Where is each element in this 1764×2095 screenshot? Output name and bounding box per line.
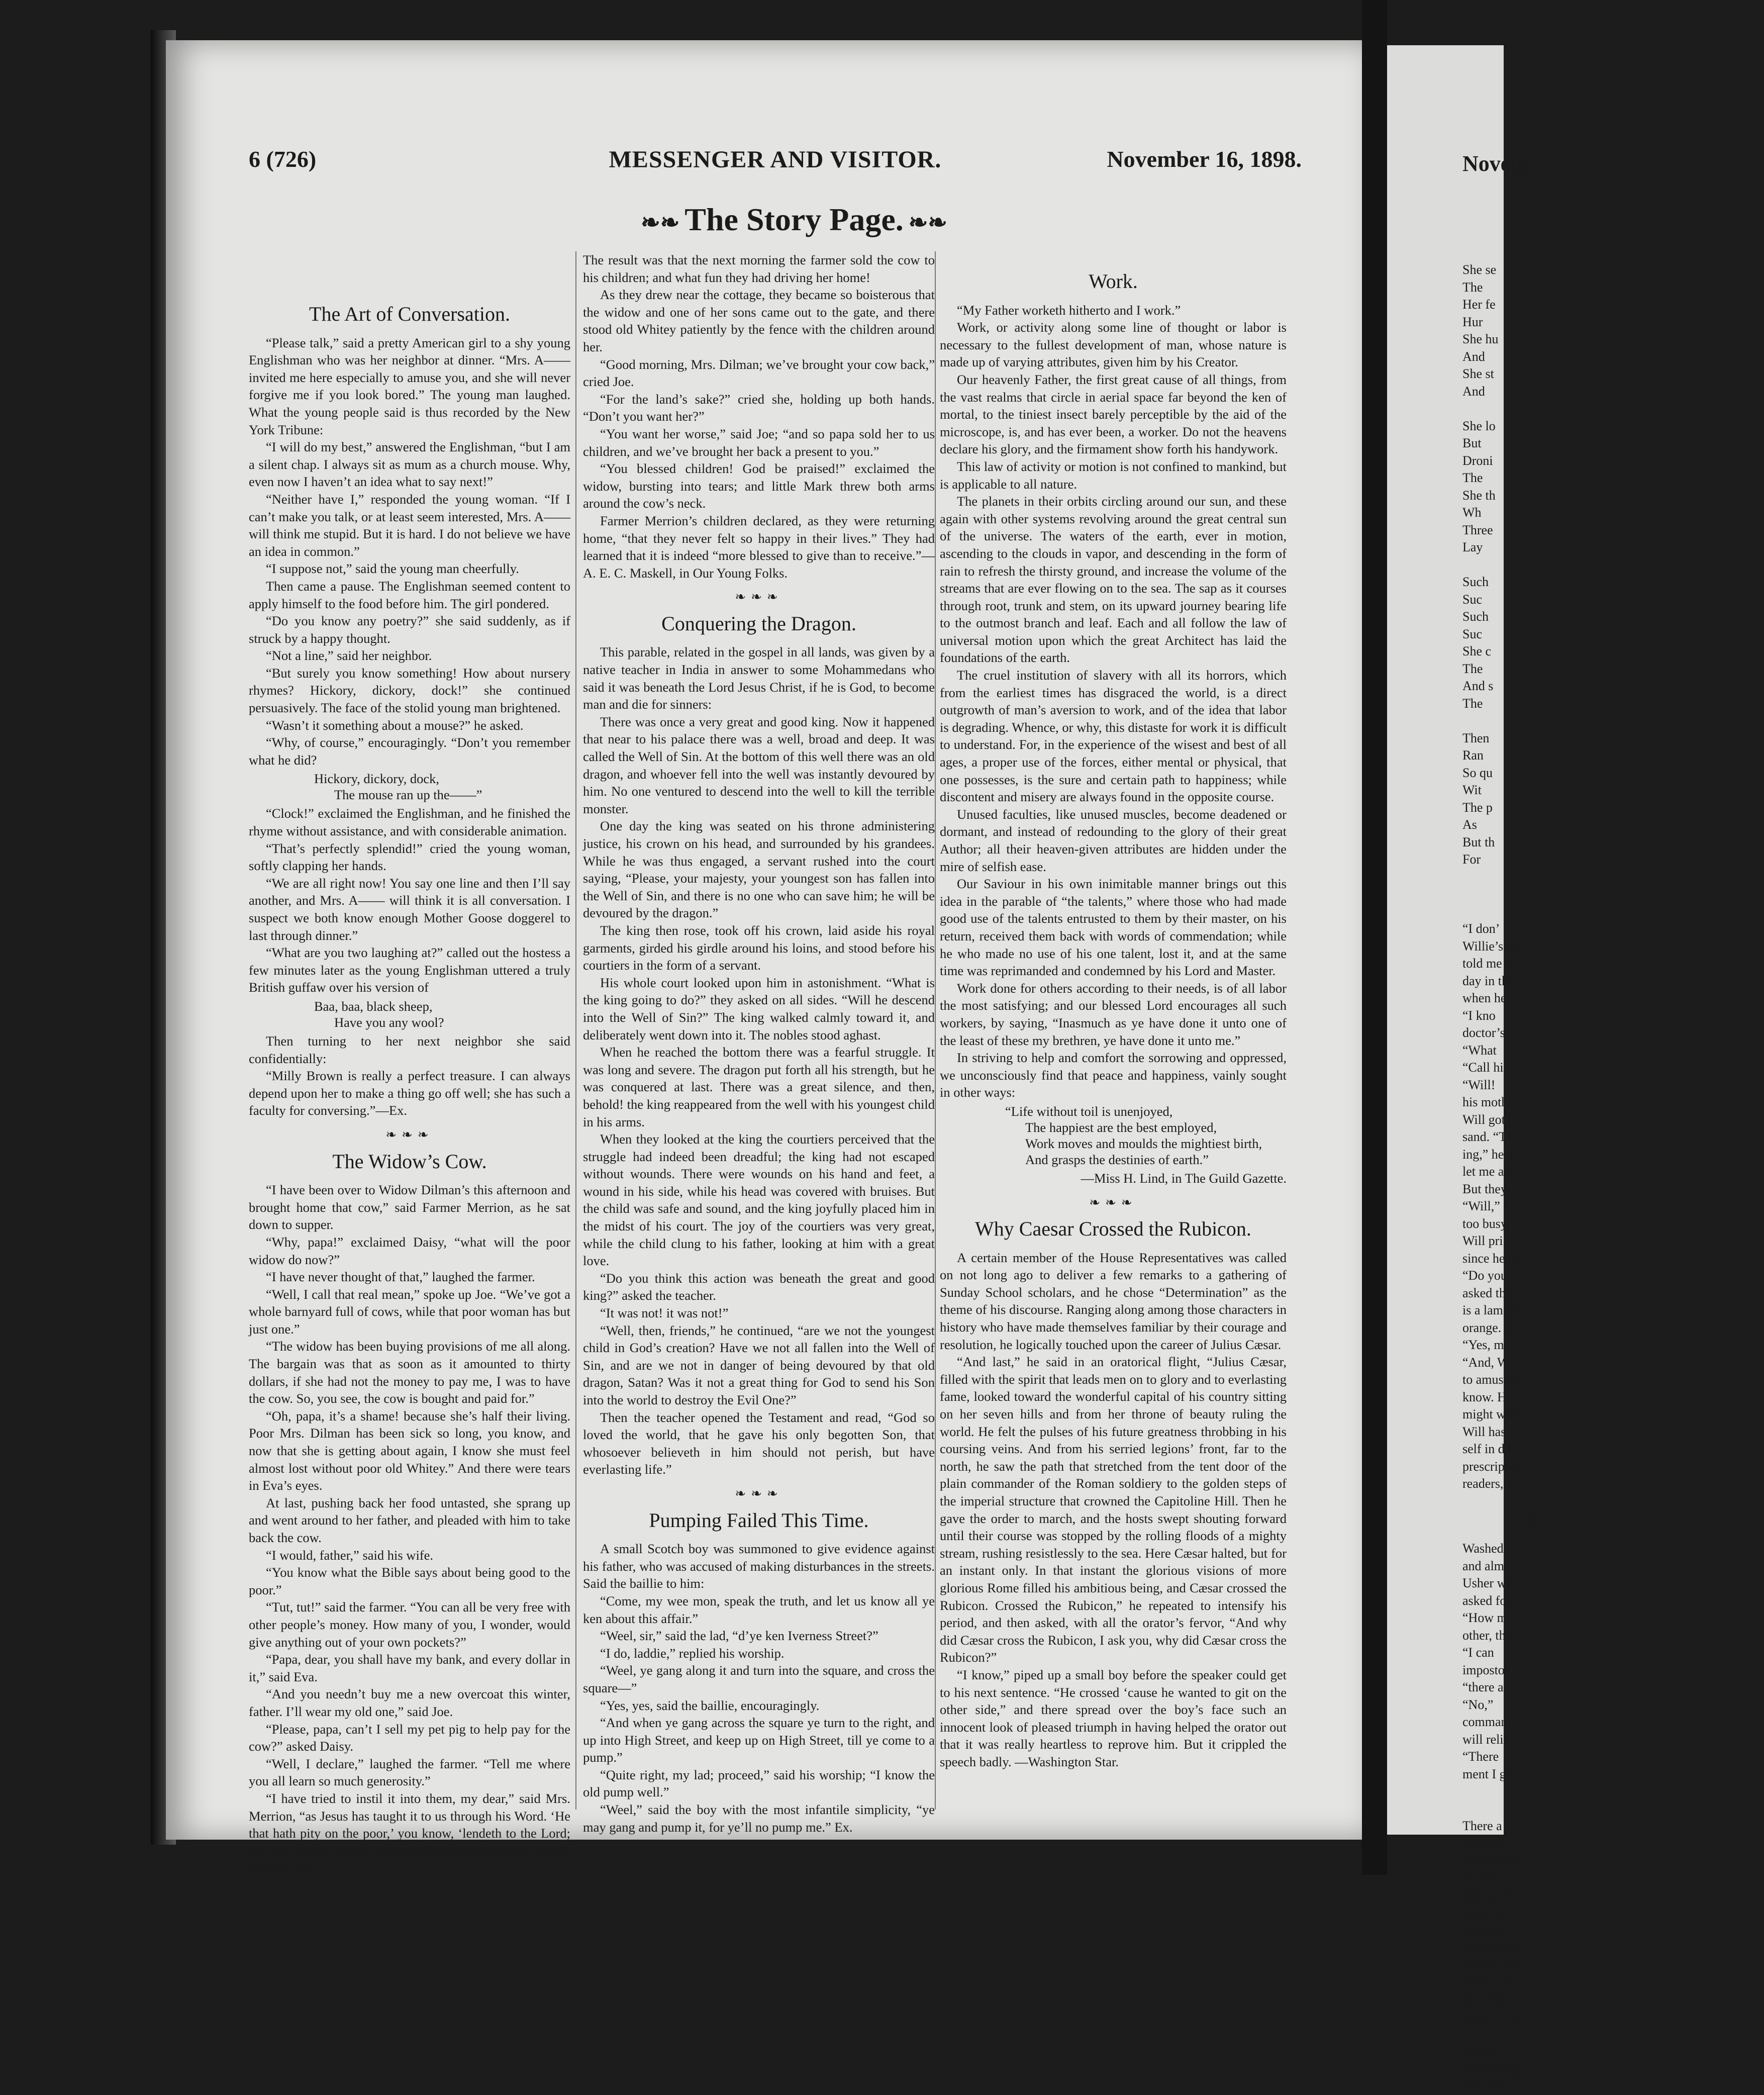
- text-line: is a lame b: [1462, 1302, 1764, 1319]
- text-line: step, as if: [1462, 1887, 1764, 1904]
- paragraph: When they looked at the king the courtiers perceived that the struggle had indeed been dreadful; the king had not escaped without wounds. There were wounds on his hand and feet, a wound in his side, while his head was covered with bruises. But the child was safe and sound, and the king joyfully placed him in the midst of his court. The joy of the courtiers was very great, while the child clung to his father, looking at him with a great love.: [583, 1130, 935, 1270]
- text-line: Suc: [1462, 626, 1764, 643]
- verse-line: Hickory, dickory, dock,: [314, 771, 570, 787]
- text-line: “There: [1462, 1748, 1764, 1766]
- text-line: [1462, 886, 1764, 903]
- text-line: And: [1462, 383, 1764, 401]
- text-line: Willie’s m: [1462, 938, 1764, 956]
- text-line: the clerk v: [1462, 1991, 1764, 2009]
- text-line: “Yes, m: [1462, 1337, 1764, 1354]
- text-line: The: [1462, 279, 1764, 297]
- text-line: Wit: [1462, 782, 1764, 799]
- paragraph: Our Saviour in his own inimitable manner brings out this idea in the parable of “the talents,” where those who had made good use of the talents entrusted to them by their master, on his return, received them back with words of commendation; while he who made no use of his one talent, lost it, and at the same time was reprimanded and condemned by his Lord and Master.: [940, 875, 1287, 980]
- article-title: The Widow’s Cow.: [249, 1153, 570, 1171]
- paragraph: Then turning to her next neighbor she said confidentially:: [249, 1032, 570, 1067]
- text-line: Droni: [1462, 452, 1764, 470]
- text-line: let me alo: [1462, 1163, 1764, 1181]
- text-line: “I don’: [1462, 920, 1764, 938]
- section-divider-icon: ❧❧❧: [583, 589, 935, 606]
- text-line: expression: [1462, 1852, 1764, 1870]
- text-line: There a: [1462, 1818, 1764, 1835]
- text-line: Three: [1462, 522, 1764, 539]
- text-line: too busy, I: [1462, 1215, 1764, 1233]
- text-line: commandi: [1462, 1713, 1764, 1731]
- article-body: [249, 1032, 570, 1119]
- paragraph: “I have never thought of that,” laughed the farmer.: [249, 1268, 570, 1286]
- paragraph: “Do you think this action was beneath the great and good king?” asked the teacher.: [583, 1270, 935, 1304]
- text-line: [1462, 2026, 1764, 2043]
- text-line: be alert, e: [1462, 1870, 1764, 1887]
- adjacent-lines: [1462, 261, 1764, 1493]
- paragraph: “Yes, yes, said the baillie, encouragingly.: [583, 1697, 935, 1715]
- paragraph: There was once a very great and good king. Now it happened that near to his palace there was a well, broad and deep. It was called the Well of Sin. At the bottom of this well there was an old dragon, and whoever fell into the well was instantly devoured by him. No one ventured to descend into the well to kill the terrible monster.: [583, 713, 935, 818]
- paragraph: “Wasn’t it something about a mouse?” he asked.: [249, 717, 570, 734]
- text-line: For: [1462, 851, 1764, 869]
- verse-line: Have you any wool?: [314, 1014, 570, 1030]
- text-line: She st: [1462, 365, 1764, 383]
- text-line: “What: [1462, 1042, 1764, 1060]
- paragraph: Then the teacher opened the Testament and read, “God so loved the world, that he gave his only begotten Son, that whosoever believeth in him should not perish, but have everlasting life.”: [583, 1409, 935, 1478]
- text-line: Do not: [1462, 2043, 1764, 2061]
- text-line: [1462, 869, 1764, 886]
- text-line: to amuse c: [1462, 1371, 1764, 1389]
- text-line: The: [1462, 695, 1764, 713]
- text-line: “I can: [1462, 1644, 1764, 1662]
- text-line: The: [1462, 469, 1764, 487]
- article-title: Why Caesar Crossed the Rubicon.: [940, 1220, 1287, 1238]
- paragraph: “Weel, sir,” said the lad, “d’ye ken Iverness Street?”: [583, 1627, 935, 1645]
- article-title: The Art of Conversation.: [249, 306, 570, 323]
- paragraph: “Weel,” said the boy with the most infantile simplicity, “ye may gang and pump it, for ye’ll no pump me.” Ex.: [583, 1801, 935, 1836]
- paragraph: “Tut, tut!” said the farmer. “You can all be very free with other people’s money. How many of you, I wonder, would give anything out of your own pockets?”: [249, 1598, 570, 1651]
- newspaper-page: [166, 40, 1362, 1840]
- article-title: Conquering the Dragon.: [583, 615, 935, 633]
- paragraph: Then came a pause. The Englishman seemed content to apply himself to the food before him. The girl pondered.: [249, 578, 570, 612]
- text-line: Washed: [1462, 1540, 1764, 1558]
- text-line: Such: [1462, 574, 1764, 591]
- paragraph: This law of activity or motion is not confined to mankind, but is applicable to all nature.: [940, 458, 1287, 493]
- text-line: ing,” he g: [1462, 1146, 1764, 1164]
- paragraph: His whole court looked upon him in astonishment. “What is the king going to do?” they asked on all sides. “Will he descend into the Well of Sin?” The king walked calmly toward it, and deliberately went down into it. The nobles stood aghast.: [583, 974, 935, 1043]
- paragraph: “You know what the Bible says about being good to the poor.”: [249, 1564, 570, 1598]
- text-line: day in the: [1462, 973, 1764, 990]
- text-line: “Call hi: [1462, 1059, 1764, 1077]
- paragraph: “It was not! it was not!”: [583, 1304, 935, 1322]
- text-line: Usher wa: [1462, 1575, 1764, 1592]
- text-line: [1462, 903, 1764, 921]
- paragraph: “Clock!” exclaimed the Englishman, and he finished the rhyme without assistance, and with considerable animation.: [249, 805, 570, 839]
- text-line: And: [1462, 348, 1764, 366]
- paragraph: “I would, father,” said his wife.: [249, 1547, 570, 1564]
- verse-line: And grasps the destinies of earth.”: [1005, 1152, 1287, 1168]
- verse-line: The mouse ran up the——”: [314, 787, 570, 803]
- paragraph: This parable, related in the gospel in all lands, was given by a native teacher in India in answer to some Mohammedans who said it was beneath the Lord Jesus Christ, if he is God, to become man and die for sinners:: [583, 643, 935, 713]
- text-line: She lo: [1462, 418, 1764, 435]
- paragraph: “Come, my wee mon, speak the truth, and let us know all ye ken about this affair.”: [583, 1592, 935, 1627]
- text-line: wins.—Ex.: [1462, 2009, 1764, 2026]
- text-line: readers, I: [1462, 1475, 1764, 1493]
- text-line: know. H: [1462, 1389, 1764, 1406]
- paragraph: “And you needn’t buy me a new overcoat this winter, father. I’ll wear my old one,” said Joe.: [249, 1685, 570, 1720]
- paragraph: At last, pushing back her food untasted, she sprang up and went around to her father, and pleaded with him to take back the cow.: [249, 1494, 570, 1547]
- masthead: MESSENGER AND VISITOR.: [249, 146, 1302, 173]
- text-line: “Will!: [1462, 1077, 1764, 1094]
- section-title: [603, 201, 985, 238]
- paragraph: The king then rose, took off his crown, laid aside his royal garments, girded his girdle around his loins, and stood before his courtiers in the form of a servant.: [583, 922, 935, 974]
- paragraph: “Neither have I,” responded the young woman. “If I can’t make you talk, or at least seem interested, Mrs. A—— will think me stupid. But it is hard. I do not believe we have an idea in common.”: [249, 491, 570, 560]
- article-body: [583, 643, 935, 1478]
- text-line: [1462, 1783, 1764, 1800]
- text-line: Lay: [1462, 539, 1764, 556]
- article-title: Work.: [940, 273, 1287, 291]
- text-line: asked the: [1462, 1285, 1764, 1302]
- paragraph: The result was that the next morning the farmer sold the cow to his children; and what fun they had driving her home!: [583, 251, 935, 286]
- paragraph: “My Father worketh hitherto and I work.”: [940, 302, 1287, 319]
- text-line: and almo: [1462, 1558, 1764, 1575]
- paragraph: Work done for others according to their needs, is of all labor the most satisfying; and our blessed Lord encourages all such workers, by saying, “Inasmuch as ye have done it unto one of the least of these my brethren, ye have done it unto me.”: [940, 980, 1287, 1049]
- paragraph: “And last,” he said in an oratorical flight, “Julius Cæsar, filled with the spirit that leads men on to glory and to everlasting fame, looked toward the wonderful capital of his country sitting on her seven hills and from her throne of beauty ruling the world. He felt the pulses of his future greatness throbbing in his coursing veins. And from his serried legions’ front, far to the north, he saw the path that stretched from the tent door of the plain commander of the Roman soldiery to the golden steps of the imperial structure that crowned the Capitoline Hill. Then he gave the order to march, and the hosts swept shouting forward until their course was stopped by the rolling floods of a mighty stream, rushing resistlessly to the sea. Here Cæsar halted, but for an instant only. In that instant the glorious visions of more glorious Rome filled his ambitious being, and Cæsar crossed the Rubicon. Crossed the Rubicon,” he repeated to intensify his period, and then asked, with all the orator’s fervor, “And why did Cæsar cross the Rubicon, I ask you, why did Cæsar cross the Rubicon?”: [940, 1353, 1287, 1666]
- poem-excerpt: [314, 771, 570, 803]
- verse-line: Baa, baa, black sheep,: [314, 998, 570, 1014]
- text-line: Her fe: [1462, 296, 1764, 314]
- paragraph: Unused faculties, like unused muscles, become deadened or dormant, and instead of redounding to the glory of their great Author; all their heaven-given attributes are hidden under the mire of selfish ease.: [940, 806, 1287, 875]
- text-line: The p: [1462, 799, 1764, 817]
- paragraph: “Oh, papa, it’s a shame! because she’s half their living. Poor Mrs. Dilman has been sick so long, you know, and now that she is getting about again, I know she must feel almost lost without poor old Whitey.” And there were tears in Eva’s eyes.: [249, 1407, 570, 1494]
- article-body: [249, 1181, 570, 1877]
- paragraph: “Why, papa!” exclaimed Daisy, “what will the poor widow do now?”: [249, 1233, 570, 1268]
- paragraph: “I will do my best,” answered the Englishman, “but I am a silent chap. I always sit as mum as a church mouse. Why, even now I haven’t an idea what to say next!”: [249, 438, 570, 491]
- text-line: Ran: [1462, 747, 1764, 765]
- text-line: it with a c: [1462, 1835, 1764, 1853]
- paragraph: “I suppose not,” said the young man cheerfully.: [249, 560, 570, 578]
- paragraph: “I have tried to instil it into them, my dear,” said Mrs. Merrion, “as Jesus has taught it to us through his Word. ‘He that hath pity on the poor,’ you know, ‘lendeth to the Lord; and that which he hath given will he pay him again.’ God’s Word is sure.”: [249, 1790, 570, 1877]
- poem-excerpt: [314, 998, 570, 1030]
- text-line: She hu: [1462, 331, 1764, 348]
- text-line: Will pri: [1462, 1232, 1764, 1250]
- text-line: [1462, 556, 1764, 574]
- paragraph: In striving to help and comfort the sorrowing and oppressed, we unconsciously find that peace and happiness, vainly sought in other ways:: [940, 1049, 1287, 1101]
- paragraph: “Weel, ye gang along it and turn into the square, and cross the square—”: [583, 1662, 935, 1696]
- text-line: doctor’s,”: [1462, 1024, 1764, 1042]
- text-line: efforts wer: [1462, 1956, 1764, 1974]
- paragraph: “And when ye gang across the square ye turn to the right, and up into High Street, and keep up on High Street, till ye come to a pump.”: [583, 1714, 935, 1766]
- article-body: [940, 1249, 1287, 1771]
- text-line: Hur: [1462, 314, 1764, 331]
- paragraph: “But surely you know something! How about nursery rhymes? Hickory, dickory, dock!” she continued persuasively. The face of the stolid young man brightened.: [249, 664, 570, 717]
- paragraph: “For the land’s sake?” cried she, holding up both hands. “Don’t you want her?”: [583, 391, 935, 425]
- text-line: “I kno: [1462, 1007, 1764, 1025]
- text-line: Will got: [1462, 1111, 1764, 1129]
- article-title: Pumping Failed This Time.: [583, 1512, 935, 1530]
- paragraph: “Quite right, my lad; proceed,” said his worship; “I know the old pump well.”: [583, 1766, 935, 1801]
- text-line: Will has: [1462, 1423, 1764, 1441]
- text-line: [1462, 712, 1764, 730]
- paragraph: A small Scotch boy was summoned to give evidence against his father, who was accused of making disturbances in the streets. Said the baillie to him:: [583, 1540, 935, 1592]
- paragraph: “Well, I call that real mean,” spoke up Joe. “We’ve got a whole barnyard full of cows, while that poor woman has but just one.”: [249, 1286, 570, 1338]
- paragraph: One day the king was seated on his throne administering justice, his crown on his head, and surrounded by his grandees. While he was thus engaged, a servant rushed into the court saying, “Please, your majesty, your youngest son has fallen into the Well of Sin, and there is no one who can save him; he will be devoured by the dragon.”: [583, 817, 935, 922]
- text-line: And s: [1462, 678, 1764, 695]
- paragraph: “Well, I declare,” laughed the farmer. “Tell me where you all learn so much generosity.”: [249, 1755, 570, 1790]
- text-line: She se: [1462, 261, 1764, 279]
- paragraph: “The widow has been buying provisions of me all along. The bargain was that as soon as it amounted to thirty dollars, if she had not the money to pay me, I was to have the cow. So, you see, the cow is bought and paid for.”: [249, 1338, 570, 1407]
- verse-line: The happiest are the best employed,: [1005, 1119, 1287, 1135]
- issue-date: November 16, 1898.: [1107, 146, 1302, 172]
- text-line: But: [1462, 435, 1764, 452]
- section-title-text: The Story Page.: [684, 202, 904, 237]
- text-line: But they: [1462, 1181, 1764, 1198]
- paragraph: “Papa, dear, you shall have my bank, and every dollar in it,” said Eva.: [249, 1651, 570, 1685]
- adjacent-page-header: Novem: [1462, 151, 1529, 176]
- poem-excerpt: [1005, 1103, 1287, 1168]
- text-line: [1462, 400, 1764, 418]
- text-line: orange. W: [1462, 1319, 1764, 1337]
- paragraph: “I know,” piped up a small boy before the speaker could get to his next sentence. “He crossed ‘cause he wanted to git on the other side,” and there spread over the boy’s face such an innocent look of pleased triumph in having helped the orator out that it was really heartless to reprove him. But it crippled the speech badly. —Washington Star.: [940, 1666, 1287, 1771]
- text-line: Then: [1462, 730, 1764, 747]
- text-line: since he ha: [1462, 1250, 1764, 1268]
- paragraph: “Good morning, Mrs. Dilman; we’ve brought your cow back,” cried Joe.: [583, 356, 935, 391]
- paragraph: “Milly Brown is really a perfect treasure. I can always depend upon her to make a thing go off well; she has such a faculty for conversing.”—Ex.: [249, 1067, 570, 1119]
- paragraph: “Do you know any poetry?” she said suddenly, as if struck by a happy thought.: [249, 612, 570, 647]
- text-line: told me to: [1462, 955, 1764, 973]
- text-line: “Will,” s: [1462, 1198, 1764, 1215]
- text-line: “And, W: [1462, 1354, 1764, 1372]
- column-rule: [935, 251, 936, 1810]
- text-line: ment I gi: [1462, 1766, 1764, 1783]
- article-body: [583, 1540, 935, 1836]
- text-line: Wh: [1462, 504, 1764, 522]
- paragraph: Work, or activity along some line of thought or labor is necessary to the fullest development of man, whose nature is made up of varying attributes, given him by his Creator.: [940, 319, 1287, 371]
- section-divider-icon: ❧❧❧: [249, 1126, 570, 1144]
- page-header: [249, 146, 1302, 181]
- article-body: [583, 251, 935, 582]
- paragraph: “You blessed children! God be praised!” exclaimed the widow, bursting into tears; and little Mark threw both arms around the cow’s neck.: [583, 460, 935, 512]
- text-line: “No,”: [1462, 1696, 1764, 1714]
- verse-line: “Life without toil is unenjoyed,: [1005, 1103, 1287, 1119]
- text-line: his mother: [1462, 1094, 1764, 1111]
- column-rule: [575, 251, 576, 1810]
- article-body: [940, 302, 1287, 1101]
- column-3: [940, 264, 1287, 1771]
- section-divider-icon: ❧❧❧: [583, 1485, 935, 1503]
- paragraph: A certain member of the House Representatives was called on not long ago to deliver a few remarks to a gathering of Sunday School scholars, and he chose “Determination” as the theme of his discourse. Ranging along among those characters in history who have made themselves familiar by their courage and resolution, he logically touched upon the career of Julius Cæsar.: [940, 1249, 1287, 1354]
- paragraph: “You want her worse,” said Joe; “and so papa sold her to us children, and we’ve brought her back a present to you.”: [583, 425, 935, 460]
- paragraph: “Why, of course,” encouragingly. “Don’t you remember what he did?: [249, 734, 570, 769]
- leaf-ornament-icon: ❧❧: [641, 210, 679, 235]
- text-line: the latter: [1462, 1922, 1764, 1939]
- text-line: Such: [1462, 608, 1764, 626]
- text-line: done in ci: [1462, 1904, 1764, 1922]
- text-line: “there a: [1462, 1679, 1764, 1696]
- text-line: As: [1462, 816, 1764, 834]
- text-line: other, thi: [1462, 1627, 1764, 1645]
- adjacent-page-fragment: [1387, 45, 1504, 1835]
- column-1: [249, 297, 570, 1877]
- paragraph: When he reached the bottom there was a fearful struggle. It was long and severe. The dragon put forth all his strength, but he was conquered at last. There was a great silence, and then, behold! the king reappeared from the well with his youngest child in his arms.: [583, 1043, 935, 1130]
- text-line: will relie: [1462, 1731, 1764, 1749]
- text-line: She c: [1462, 643, 1764, 660]
- page-gutter: [1362, 0, 1387, 1875]
- text-line: [1462, 1800, 1764, 1818]
- text-line: prescriptic: [1462, 1458, 1764, 1476]
- text-line: She th: [1462, 487, 1764, 505]
- paragraph: Our heavenly Father, the first great cause of all things, from the vast realms that circle in aerial space far beyond the ken of mortal, to the tiniest insect barely perceptible by the aid of the microscope, is, and has ever been, a worker. Do not the heavens declare his glory, and the firmament show forth his handywork.: [940, 371, 1287, 458]
- adjacent-lines: [1462, 1540, 1764, 2095]
- text-line: same thing: [1462, 2060, 1764, 2078]
- column-2: [583, 251, 935, 1836]
- paragraph: “I do, laddie,” replied his worship.: [583, 1645, 935, 1662]
- page-number: 6 (726): [249, 146, 316, 172]
- leaf-ornament-icon: ❧❧: [909, 210, 947, 235]
- paragraph: “What are you two laughing at?” called out the hostess a few minutes later as the young Englishman uttered a truly British guffaw over his version of: [249, 944, 570, 996]
- paragraph: The planets in their orbits circling around our sun, and these again with other systems revolving around the great central sun of the universe. The waters of the earth, ever in motion, ascending to the clouds in vapor, and descending in the form of rain to refresh the thirsty ground, and increase the volume of the streams that are ever flowing on to the sea. The sap as it courses through root, trunk and stem, on its upward journey bearing life to the outmost branch and leaf. Each and all follow the law of universal motion upon which the great Architect has laid the foundations of the earth.: [940, 493, 1287, 666]
- text-line: self in doi: [1462, 1441, 1764, 1458]
- text-line: So qu: [1462, 765, 1764, 782]
- text-line: and assure: [1462, 1939, 1764, 1957]
- article-body: [249, 805, 570, 996]
- paragraph: “Not a line,” said her neighbor.: [249, 647, 570, 664]
- text-line: Suc: [1462, 591, 1764, 609]
- article-credit: —Miss H. Lind, in The Guild Gazette.: [940, 1170, 1287, 1187]
- text-line: when he d: [1462, 990, 1764, 1007]
- text-line: might with: [1462, 1406, 1764, 1423]
- text-line: But th: [1462, 834, 1764, 851]
- paragraph: “Please talk,” said a pretty American girl to a shy young Englishman who was her neighbor at dinner. “Mrs. A—— invited me here especially to amuse you, and she will never forgive me if you look bored.” The young man laughed. What the young people said is thus recorded by the New York Tribune:: [249, 334, 570, 439]
- text-line: impostor: [1462, 1662, 1764, 1679]
- text-line: “Do you: [1462, 1267, 1764, 1285]
- paragraph: “I have been over to Widow Dilman’s this afternoon and brought home that cow,” said Farmer Merrion, as he sat down to supper.: [249, 1181, 570, 1233]
- paragraph: “That’s perfectly splendid!” cried the young woman, softly clapping her hands.: [249, 840, 570, 875]
- paragraph: “We are all right now! You say one line and then I’ll say another, and Mrs. A—— will think it is all conversation. I suspect we both know enough Mother Goose doggerel to last through dinner.”: [249, 875, 570, 944]
- paragraph: “Please, papa, can’t I sell my pet pig to help pay for the cow?” asked Daisy.: [249, 1721, 570, 1755]
- adjacent-heading: T: [1523, 1513, 1764, 1531]
- paragraph: As they drew near the cottage, they became so boisterous that the widow and one of her sons came out to the gate, and there stood old Whitey patiently by the fence with the children around her.: [583, 286, 935, 355]
- section-divider-icon: ❧❧❧: [940, 1194, 1287, 1212]
- verse-line: Work moves and moulds the mightiest birth,: [1005, 1135, 1287, 1152]
- paragraph: The cruel institution of slavery with all its horrors, which from the earliest times has disgraced the world, is a direct outgrowth of man’s aversion to work, and of the idea that labor is degrading. Whence, or why, this distaste for work it is difficult to understand. For, in the experience of the wisest and best of all ages, a proper use of the forces, either mental or physical, that one possesses, is the sure and certain path to happiness; while discontent and misery are always found in the opposite course.: [940, 666, 1287, 806]
- paragraph: “Well, then, friends,” he continued, “are we not the youngest child in God’s creation? Have we not all fallen into the Well of Sin, and are we not in danger of being devoured by that old dragon, Satan? Was it not a great thing for God to send his Son into the world to destroy the Evil One?”: [583, 1322, 935, 1409]
- text-line: ever rose to: [1462, 2078, 1764, 2095]
- text-line: “How m: [1462, 1609, 1764, 1627]
- article-body: [249, 334, 570, 769]
- text-line: asked for: [1462, 1592, 1764, 1610]
- text-line: The: [1462, 660, 1764, 678]
- adjacent-page-text: [1462, 261, 1764, 2095]
- text-line: sand. “T: [1462, 1128, 1764, 1146]
- paragraph: Farmer Merrion’s children declared, as they were returning home, “that they never felt so happy in their lives.” They had learned that it is indeed “more blessed to give than to receive.”—A. E. C. Maskell, in Our Young Folks.: [583, 512, 935, 582]
- text-line: as true of: [1462, 1974, 1764, 1991]
